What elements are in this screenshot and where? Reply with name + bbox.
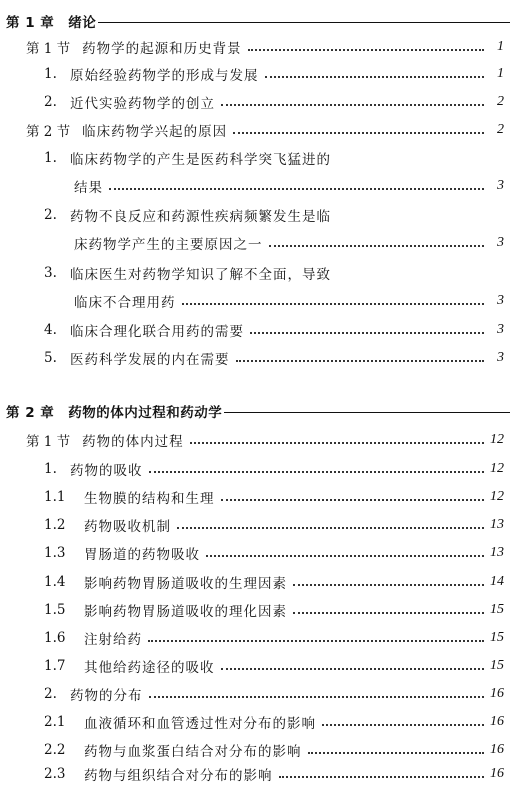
entry-title: 临床药物学的产生是医药科学突飞猛进的 [70,152,331,168]
page-number: 3 [497,350,504,365]
toc-entry[interactable] [44,458,504,480]
entry-title: 近代实验药物学的创立 [70,96,215,112]
entry-title: 影响药物胃肠道吸收的理化因素 [84,604,287,620]
entry-title: 血液循环和血管透过性对分布的影响 [84,716,316,732]
page-number: 2 [497,94,504,109]
chapter-rule [98,22,510,23]
item-label: 2. [44,94,57,110]
section-label: 第 1 节 [26,434,71,450]
leader-dots [182,303,485,305]
page-number: 3 [497,235,504,250]
chapter-2-heading [6,400,510,422]
leader-dots [148,640,484,642]
toc-entry[interactable] [44,683,504,705]
leader-dots [149,696,485,698]
leader-dots [221,668,485,670]
page-number: 14 [490,574,504,589]
toc-entry[interactable] [44,655,504,677]
entry-title: 药物的吸收 [70,463,143,479]
leader-dots [293,584,484,586]
chapter-title: 绪论 [68,15,97,31]
toc-entry[interactable] [44,347,504,369]
leader-dots [236,360,485,362]
entry-title: 生物膜的结构和生理 [84,491,215,507]
entry-title: 药物与血浆蛋白结合对分布的影响 [84,744,302,760]
entry-title: 影响药物胃肠道吸收的生理因素 [84,576,287,592]
subsection-label: 1.1 [44,489,66,505]
entry-title: 药物的体内过程 [82,434,184,450]
page-number: 1 [497,39,504,54]
subsection-label: 1.6 [44,630,66,646]
page-number: 13 [490,545,504,560]
leader-dots [233,132,484,134]
entry-title: 药物不良反应和药源性疾病频繁发生是临 [70,209,331,225]
page-number: 3 [497,322,504,337]
entry-title: 注射给药 [84,632,142,648]
entry-title: 药物的分布 [70,688,143,704]
leader-dots [248,49,484,51]
page-number: 16 [490,686,504,701]
toc-entry[interactable] [44,571,504,593]
entry-title: 原始经验药物学的形成与发展 [70,68,259,84]
section-label: 第 1 节 [26,41,71,57]
toc-entry-continuation[interactable] [74,175,504,197]
item-label: 2. [44,686,57,702]
toc-entry[interactable] [44,599,504,621]
chapter-1-heading [6,10,510,32]
leader-dots [279,776,485,778]
toc-entry-continuation[interactable] [74,290,504,312]
entry-title: 药物与组织结合对分布的影响 [84,768,273,784]
item-label: 3. [44,265,57,281]
page-number: 12 [490,461,504,476]
chapter-rule [224,412,510,413]
leader-dots [177,527,484,529]
toc-entry[interactable] [44,319,504,341]
toc-entry[interactable] [26,429,504,451]
toc-entry-continuation[interactable] [74,232,504,254]
section-label: 第 2 节 [26,124,71,140]
page-number: 15 [490,630,504,645]
page-number: 3 [497,293,504,308]
leader-dots [109,188,484,190]
item-label: 2. [44,207,57,223]
leader-dots [250,332,484,334]
item-label: 4. [44,322,57,338]
toc-entry[interactable] [26,36,504,58]
toc-entry[interactable] [44,711,504,733]
entry-title: 临床医生对药物学知识了解不全面，导致 [70,267,331,283]
page-number: 16 [490,766,504,781]
subsection-label: 1.7 [44,658,66,674]
entry-title: 临床药物学兴起的原因 [82,124,228,140]
leader-dots [293,612,484,614]
leader-dots [206,555,484,557]
entry-title: 药物学的起源和历史背景 [82,41,242,57]
leader-dots [265,76,485,78]
subsection-label: 2.3 [44,766,66,782]
leader-dots [269,245,485,247]
toc-entry[interactable] [44,147,504,169]
toc-entry[interactable] [44,63,504,85]
item-label: 1. [44,66,57,82]
subsection-label: 1.4 [44,574,66,590]
toc-entry[interactable] [44,763,504,785]
leader-dots [149,471,485,473]
chapter-number: 第 2 章 [6,405,55,421]
toc-entry[interactable] [44,514,504,536]
page-number: 16 [490,742,504,757]
subsection-label: 2.2 [44,742,66,758]
leader-dots [221,499,485,501]
toc-entry[interactable] [44,204,504,226]
leader-dots [322,724,484,726]
entry-title: 医药科学发展的内在需要 [70,352,230,368]
leader-dots [190,442,484,444]
entry-title: 结果 [74,180,103,196]
page-number: 12 [490,432,504,447]
toc-entry[interactable] [44,486,504,508]
leader-dots [308,752,485,754]
subsection-label: 1.3 [44,545,66,561]
chapter-number: 第 1 章 [6,15,55,31]
page-number: 15 [490,602,504,617]
toc-entry[interactable] [44,542,504,564]
page-number: 1 [497,66,504,81]
item-label: 1. [44,461,57,477]
entry-title: 药物吸收机制 [84,519,171,535]
subsection-label: 1.5 [44,602,66,618]
entry-title: 胃肠道的药物吸收 [84,547,200,563]
leader-dots [221,104,484,106]
toc-entry[interactable] [44,91,504,113]
subsection-label: 2.1 [44,714,66,730]
page-number: 12 [490,489,504,504]
subsection-label: 1.2 [44,517,66,533]
page-number: 15 [490,658,504,673]
toc-entry[interactable] [44,627,504,649]
item-label: 1. [44,150,57,166]
entry-title: 床药物学产生的主要原因之一 [74,237,263,253]
entry-title: 临床合理化联合用药的需要 [70,324,244,340]
page-number: 2 [497,122,504,137]
toc-entry[interactable] [26,119,504,141]
chapter-title: 药物的体内过程和药动学 [68,405,223,421]
item-label: 5. [44,350,57,366]
page-number: 16 [490,714,504,729]
entry-title: 临床不合理用药 [74,295,176,311]
page-number: 3 [497,178,504,193]
toc-entry[interactable] [44,739,504,761]
page-number: 13 [490,517,504,532]
toc-entry[interactable] [44,262,504,284]
entry-title: 其他给药途径的吸收 [84,660,215,676]
